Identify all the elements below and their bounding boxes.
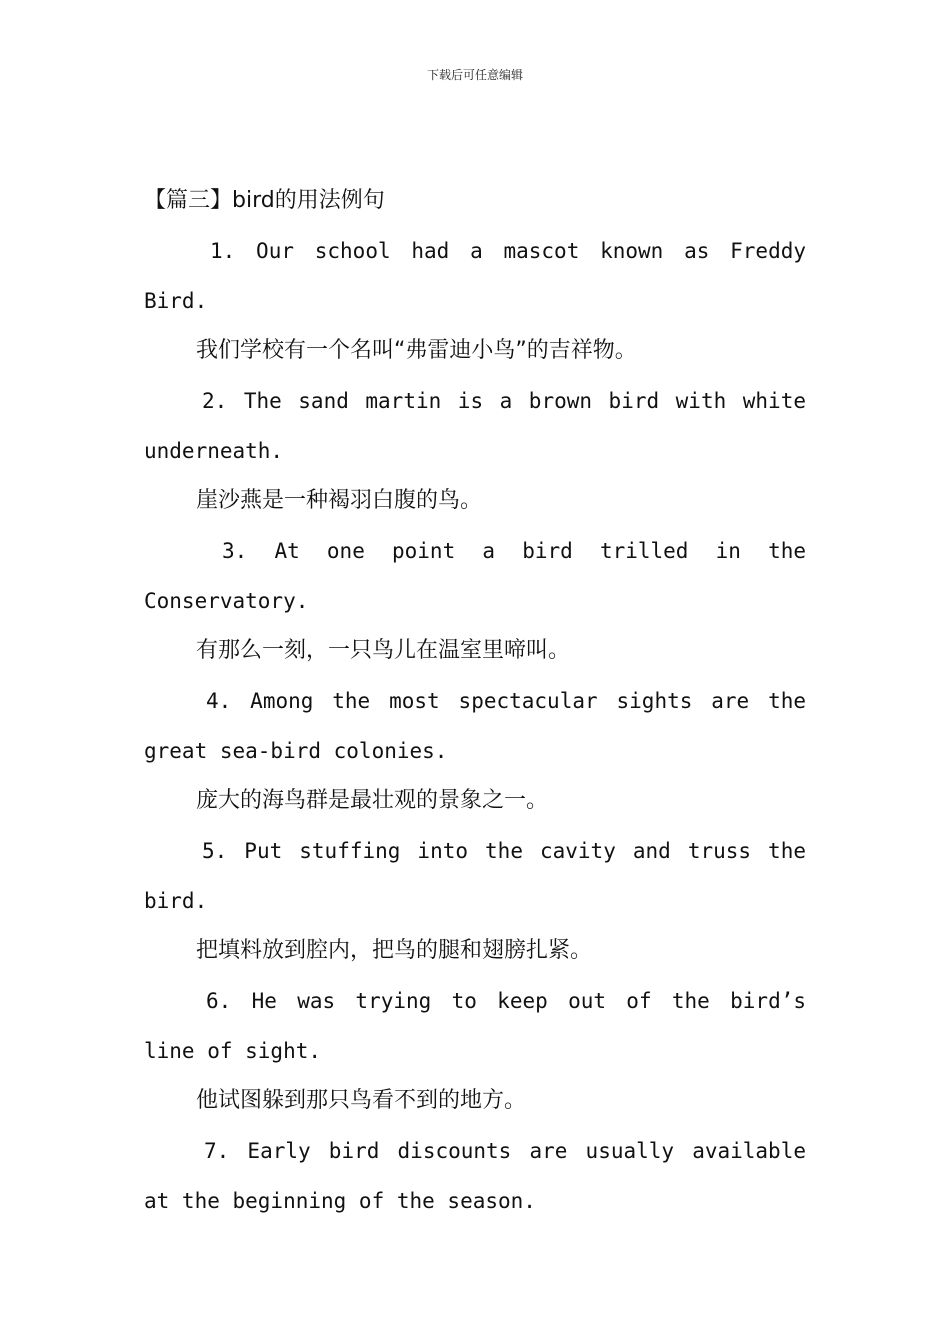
example-6-zh: 他试图躲到那只鸟看不到的地方。 <box>196 1088 527 1113</box>
example-3-en-line2: Conservatory. <box>144 589 309 613</box>
example-3-en-line1: 3. At one point a bird trilled in the <box>222 539 806 563</box>
example-6-en-line2: line of sight. <box>144 1039 322 1063</box>
example-2-en-line2: underneath. <box>144 439 284 463</box>
example-4-en-line1: 4. Among the most spectacular sights are the <box>206 689 806 713</box>
example-2-zh: 崖沙燕是一种褐羽白腹的鸟。 <box>196 488 483 513</box>
section-title: 【篇三】bird的用法例句 <box>144 188 385 213</box>
example-5-en-line1: 5. Put stuffing into the cavity and truss the <box>202 839 806 863</box>
example-3-zh: 有那么一刻，一只鸟儿在温室里啼叫。 <box>196 638 571 663</box>
example-1-zh: 我们学校有一个名叫“弗雷迪小鸟”的吉祥物。 <box>196 338 637 363</box>
example-7-en-line2: at the beginning of the season. <box>144 1189 536 1213</box>
example-4-zh: 庞大的海鸟群是最壮观的景象之一。 <box>196 788 549 813</box>
example-7-en-line1: 7. Early bird discounts are usually available <box>204 1139 806 1163</box>
example-5-en-line2: bird. <box>144 889 208 913</box>
page-header-note: 下载后可任意编辑 <box>426 68 523 82</box>
example-1-en-line1: 1. Our school had a mascot known as Freddy <box>210 239 806 263</box>
example-5-zh: 把填料放到腔内，把鸟的腿和翅膀扎紧。 <box>196 938 593 963</box>
example-2-en-line1: 2. The sand martin is a brown bird with white <box>202 389 806 413</box>
document-body <box>144 176 806 1226</box>
example-4-en-line2: great sea-bird colonies. <box>144 739 448 763</box>
example-6-en-line1: 6. He was trying to keep out of the bird’s <box>206 989 806 1013</box>
example-1-en-line2: Bird. <box>144 289 208 313</box>
